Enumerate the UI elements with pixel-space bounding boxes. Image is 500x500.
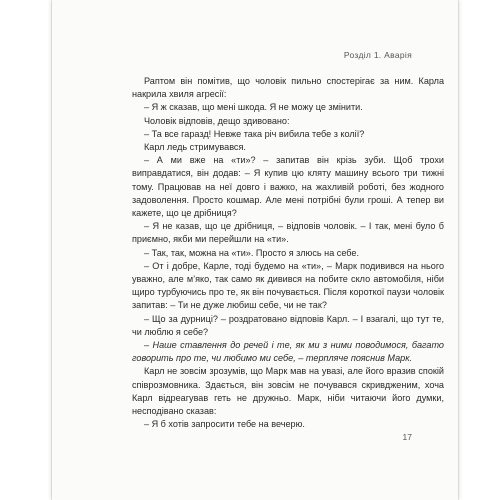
paragraph: Карл ледь стримувався. <box>144 142 246 153</box>
page-number: 17 <box>402 432 412 442</box>
paragraph: – Та все гаразд! Невже така річ вибила тебе з колії? <box>144 128 365 139</box>
paragraph: – Я б хотів запросити тебе на вечерю. <box>144 419 305 430</box>
paragraph: Чоловік відповів, дещо здивовано: <box>144 115 290 126</box>
paragraph: – Так, так, можна на «ти». Просто я злюсь на себе. <box>144 247 359 258</box>
running-header: Розділ 1. Аварія <box>343 50 412 60</box>
paragraph: – А ми вже на «ти»? – запитав він крізь зуби. Щоб трохи виправдатися, він додав: – Я купив цю кляту машину всього три тижні тому. Працював на неї довго і важко, на жахливій роботі, без жодного задоволення. Просто кошмар. Але мені потрібні були гроші. А тепер ви кажете, що це дрібниця? <box>132 155 444 219</box>
paragraph: Раптом він помітив, що чоловік пильно спостерігає за ним. Карла накрила хвиля агресії: <box>132 76 444 100</box>
paragraph: – Я ж сказав, що мені шкода. Я не можу це змінити. <box>144 102 363 113</box>
paragraph-italic: – Наше ставлення до речей і те, як ми з ними поводимося, багато говорить про те, чи любимо ми себе, – терпляче пояснив Марк. <box>132 340 444 364</box>
body-text <box>132 75 444 431</box>
paragraph: – Що за дурниці? – роздратовано відповів Карл. – І взагалі, що тут те, чи люблю я себе? <box>132 313 444 337</box>
paragraph: – От і добре, Карле, тоді будемо на «ти», – Марк подивився на нього уважно, але м’яко, так само як дивився на побите скло автомобіля, ніби щиро турбуючись про те, як він почувається. Після короткої паузи чоловік запитав: – Ти не дуже любиш себе, чи не так? <box>132 260 444 311</box>
paragraph: – Я не казав, що це дрібниця, – відповів чоловік. – І так, мені було б приємно, якби ми перейшли на «ти». <box>132 221 444 245</box>
paragraph: Карл не зовсім зрозумів, що Марк мав на увазі, але його вразив спокій співрозмовника. Здається, він зовсім не почувався скривдженим, хоча Карл відреагував геть не дружньо. Марк, ніби читаючи його думки, несподівано сказав: <box>132 366 444 417</box>
book-page <box>52 0 458 500</box>
